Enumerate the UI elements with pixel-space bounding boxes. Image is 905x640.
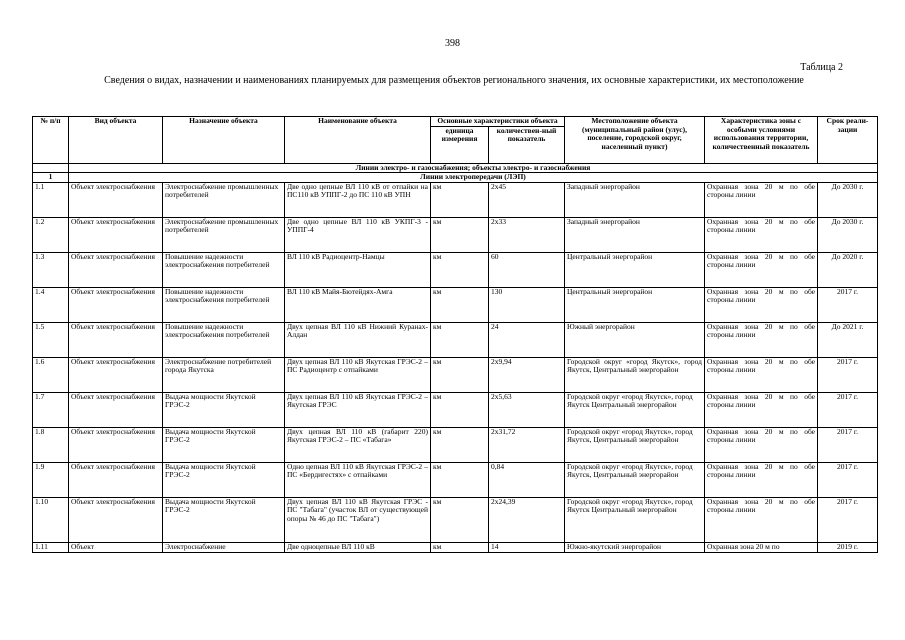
section-title: Линии электро- и газоснабжения; объекты электро- и газоснабжения xyxy=(69,163,878,173)
header-num: № п/п xyxy=(33,117,69,164)
table-row: 1.2 Объект электроснабжения Электроснабжение промышленных потребителей Две одно цепные ВЛ 110 кВ УКПГ-3 - УППГ-4 км 2х33 Западный энергорайон Охранная зона 20 м по обе стороны линии До 2030 г. xyxy=(33,217,878,252)
subsection-row xyxy=(33,173,878,183)
table-row: 1.11 Объект Электроснабжение Две одноцепные ВЛ 110 кВ км 14 Южно-якутский энергорайон Охранная зона 20 м по 2019 г. xyxy=(33,542,878,552)
document-title: Сведения о видах, назначении и наименованиях планируемых для размещения объектов регионального значения, их основные характеристики, их местоположение xyxy=(104,75,804,86)
page-number: 398 xyxy=(445,38,460,49)
header-unit: единица измерения xyxy=(431,126,489,163)
section-row xyxy=(33,163,878,173)
objects-table xyxy=(32,116,878,553)
header-name: Наименование объекта xyxy=(285,117,431,164)
header-quantity: количествен-ный показатель xyxy=(489,126,565,163)
table-row: 1.1 Объект электроснабжения Электроснабжение промышленных потребителей Две одно цепные ВЛ 110 кВ от отпайки на ПС110 кВ УППГ-2 до ПС 110 кВ УПН км 2х45 Западный энергорайон Охранная зона 20 м по обе стороны линии До 2030 г. xyxy=(33,182,878,217)
table-row: 1.8 Объект электроснабжения Выдача мощности Якутской ГРЭС-2 Двух цепная ВЛ 110 кВ (габарит 220) Якутская ГРЭС-2 – ПС «Табага» км 2х31,72 Городской округ «город Якутск», город Якутск, Центральный энергорайон Охранная зона 20 м по обе стороны линии 2017 г. xyxy=(33,427,878,462)
header-purpose: Назначение объекта xyxy=(163,117,285,164)
header-characteristics: Основные характеристики объекта xyxy=(431,117,565,127)
table-row: 1.6 Объект электроснабжения Электроснабжение потребителей города Якутска Двух цепная ВЛ 110 кВ Якутская ГРЭС-2 – ПС Радиоцентр с отпайками км 2х9,94 Городской округ «город Якутск», город Якутск, Центральный энергорайон Охранная зона 20 м по обе стороны линии 2017 г. xyxy=(33,357,878,392)
header-term: Срок реали-зации xyxy=(818,117,878,164)
table-row: 1.9 Объект электроснабжения Выдача мощности Якутской ГРЭС-2 Одно цепная ВЛ 110 кВ Якутская ГРЭС-2 – ПС «Бердигестях» с отпайками км 0,84 Городской округ «город Якутск», город Якутск, Центральный энергорайон Охранная зона 20 м по обе стороны линии 2017 г. xyxy=(33,462,878,497)
header-zone: Характеристика зоны с особыми условиями использования территории, количественный показатель xyxy=(705,117,818,164)
table-row: 1.10 Объект электроснабжения Выдача мощности Якутской ГРЭС-2 Двух цепная ВЛ 110 кВ Якутская ГРЭС - ПС "Табага" (участок ВЛ от существующей опоры № 46 до ПС "Табага") км 2х24,39 Городской округ «город Якутск», город Якутск Центральный энергорайон Охранная зона 20 м по обе стороны линии 2017 г. xyxy=(33,497,878,542)
table-row: 1.5 Объект электроснабжения Повышение надежности электроснабжения потребителей Двух цепная ВЛ 110 кВ Нижний Куранах-Алдан км 24 Южный энергорайон Охранная зона 20 м по обе стороны линии До 2021 г. xyxy=(33,322,878,357)
subsection-num: 1 xyxy=(33,173,69,183)
table-row: 1.3 Объект электроснабжения Повышение надежности электроснабжения потребителей ВЛ 110 кВ Радиоцентр-Намцы км 60 Центральный энергорайон Охранная зона 20 м по обе стороны линии До 2020 г. xyxy=(33,252,878,287)
header-location: Местоположение объекта (муниципальный район (улус), поселение, городской округ, населенный пункт) xyxy=(565,117,705,164)
table-row: 1.4 Объект электроснабжения Повышение надежности электроснабжения потребителей ВЛ 110 кВ Майя-Бютейдях-Амга км 130 Центральный энергорайон Охранная зона 20 м по обе стороны линии 2017 г. xyxy=(33,287,878,322)
table-row: 1.7 Объект электроснабжения Выдача мощности Якутской ГРЭС-2 Двух цепная ВЛ 110 кВ Якутская ГРЭС-2 – Якутская ГРЭС км 2х5,63 Городской округ «город Якутск», город Якутск Центральный энергорайон Охранная зона 20 м по обе стороны линии 2017 г. xyxy=(33,392,878,427)
subsection-title: Линии электропередачи (ЛЭП) xyxy=(69,173,878,183)
header-type: Вид объекта xyxy=(69,117,163,164)
table-label: Таблица 2 xyxy=(800,62,843,73)
